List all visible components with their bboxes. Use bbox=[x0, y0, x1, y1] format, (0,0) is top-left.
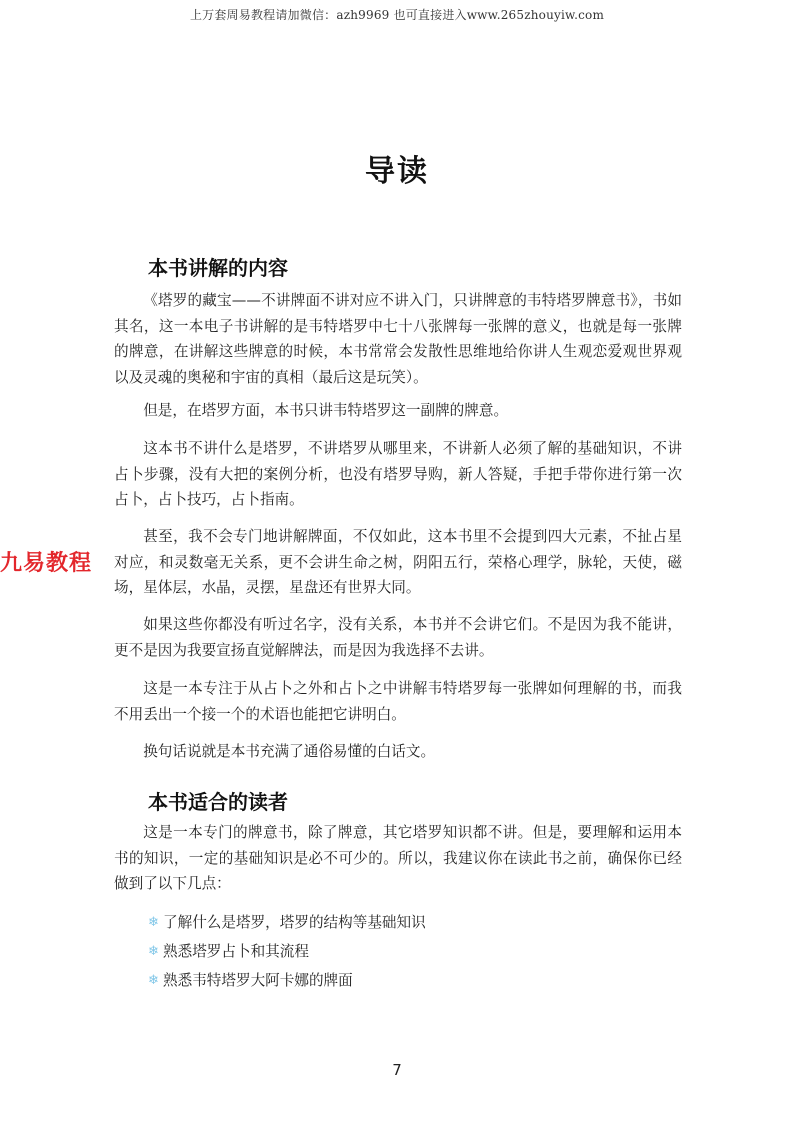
paragraph-excluded-topics: 甚至，我不会专门地讲解牌面，不仅如此，这本书里不会提到四大元素，不扯占星对应，和灵数毫无关系，更不会讲生命之树，阴阳五行，荣格心理学，脉轮，天使，磁场，星体层，水晶，灵摆，星盘还有世界大同。 bbox=[114, 528, 682, 596]
paragraph-plain-language: 换句话说就是本书充满了通俗易懂的白话文。 bbox=[143, 743, 436, 760]
paragraph-intro: 《塔罗的藏宝——不讲牌面不讲对应不讲入门，只讲牌意的韦特塔罗牌意书》，书如其名，这一本电子书讲解的是韦特塔罗中七十八张牌每一张牌的意义，也就是每一张牌的牌意，在讲解这些牌意的时候，本书常常会发散性思维地给你讲人生观恋爱观世界观以及灵魂的奥秘和宇宙的真相（最后这是玩笑）。 bbox=[114, 292, 682, 386]
page-number: 7 bbox=[392, 1061, 402, 1079]
paragraph-no-worries: 如果这些你都没有听过名字，没有关系，本书并不会讲它们。不是因为我不能讲，更不是因为我要宣扬直觉解牌法，而是因为我选择不去讲。 bbox=[114, 616, 682, 659]
paragraph-scope: 但是，在塔罗方面，本书只讲韦特塔罗这一副牌的牌意。 bbox=[143, 402, 509, 419]
page-title: 导读 bbox=[365, 154, 429, 189]
snowflake-icon: ❄ bbox=[148, 973, 159, 988]
list-item bbox=[148, 966, 426, 995]
paragraph-focus: 这是一本专注于从占卜之外和占卜之中讲解韦特塔罗每一张牌如何理解的书，而我不用丢出一个接一个的术语也能把它讲明白。 bbox=[114, 680, 682, 723]
section-heading-content: 本书讲解的内容 bbox=[148, 256, 288, 280]
list-item-text: 熟悉塔罗占卜和其流程 bbox=[163, 943, 309, 960]
snowflake-icon: ❄ bbox=[148, 944, 159, 959]
watermark-logo: 九易教程 bbox=[0, 546, 94, 577]
paragraph-readers: 这是一本专门的牌意书，除了牌意，其它塔罗知识都不讲。但是，要理解和运用本书的知识，一定的基础知识是必不可少的。所以，我建议你在读此书之前，确保你已经做到了以下几点： bbox=[114, 824, 682, 892]
list-item bbox=[148, 937, 426, 966]
list-item-text: 熟悉韦特塔罗大阿卡娜的牌面 bbox=[163, 972, 353, 989]
snowflake-icon: ❄ bbox=[148, 915, 159, 930]
paragraph-not-covered: 这本书不讲什么是塔罗，不讲塔罗从哪里来，不讲新人必须了解的基础知识，不讲占卜步骤，没有大把的案例分析，也没有塔罗导购，新人答疑，手把手带你进行第一次占卜，占卜技巧，占卜指南。 bbox=[114, 440, 682, 508]
section-heading-readers: 本书适合的读者 bbox=[148, 790, 288, 814]
list-item-text: 了解什么是塔罗，塔罗的结构等基础知识 bbox=[163, 914, 426, 931]
header-promo-note: 上万套周易教程请加微信：azh9969 也可直接进入www.265zhouyiw.com bbox=[189, 8, 605, 22]
prerequisite-list bbox=[148, 908, 426, 995]
list-item bbox=[148, 908, 426, 937]
